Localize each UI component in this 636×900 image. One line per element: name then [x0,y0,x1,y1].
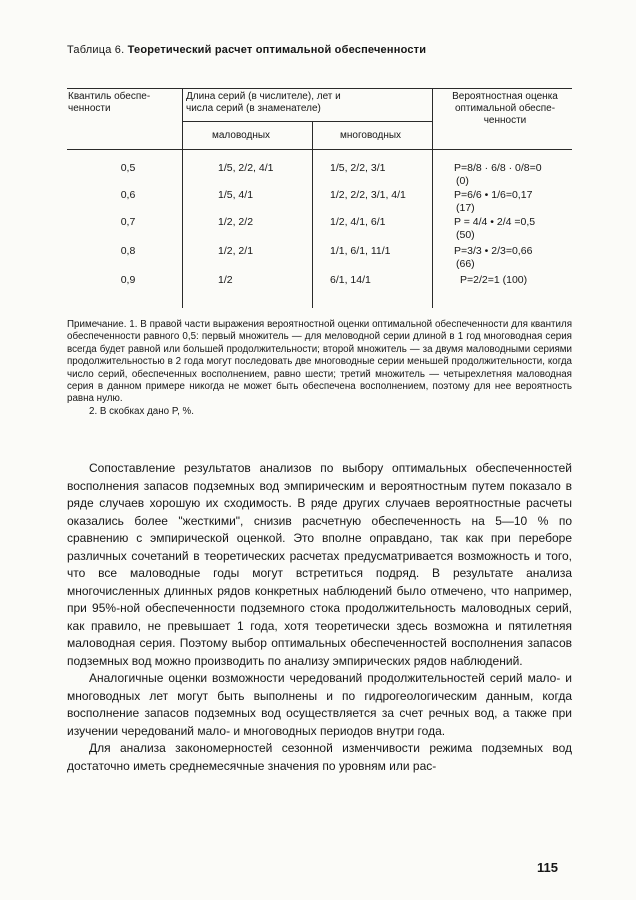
body-text [67,460,572,775]
table-title: Теоретический расчет оптимальной обеспеченности [127,44,427,56]
row-4-high: 1/1, 6/1, 11/1 [330,245,391,257]
row-1-quantile: 0,5 [120,162,136,174]
row-2-high: 1/2, 2/2, 3/1, 4/1 [330,189,406,201]
body-paragraph-2: Аналогичные оценки возможности чередований продолжительностей серий мало- и многоводных лет могут быть выполнены и по гидрогеологическим данным, когда восполнение запасов подземных вод осуществляется за счет речных вод, а также при изучении чередований мало- и многоводных периодов внутри года. [67,671,572,738]
header-quantile-line-1: Квантиль обеспе- [68,91,151,102]
header-high-water: многоводных [340,130,402,141]
body-paragraph-1: Сопоставление результатов анализов по выбору оптимальных обеспеченностей восполнения запасов подземных вод эмпирическим и вероятностным путем показало в ряде случаев хорошую их сходимость. В ряде других случаев вероятностные расчеты оказались более "жесткими", снизив расчетную обеспеченность на 5—10 % по сравнению с эмпирической оценкой. Это вполне оправдано, так как при переборе различных сочетаний в теоретических расчетах предусматривается возможность и того, что все маловодные годы могут встретиться подряд. В результате анализа многочисленных длинных рядов конкретных наблюдений было отмечено, что например, при 95%-ной обеспеченности подземного стока продолжительность маловодных серий, как правило, не превышает 1 года, хотя теоретически здесь возможна и пятилетняя маловодная серия. Поэтому выбор оптимальных обеспеченностей восполнения запасов подземных вод можно производить по анализу эмпирических рядов наблюдений. [67,461,572,668]
row-1-probability: P=8/8 · 6/8 · 0/8=0 [454,162,542,174]
row-4-quantile: 0,8 [120,245,136,257]
header-probability-line-3: ченности [483,115,527,126]
row-4-low: 1/2, 2/1 [218,245,254,257]
header-probability [440,91,570,127]
row-5-quantile: 0,9 [120,274,136,286]
header-series-length-line-2: числа серий (в знаменателе) [186,103,321,114]
row-4-probability: P=3/3 • 2/3=0,66 [454,245,533,257]
column-divider-2 [312,121,313,308]
row-3-high: 1/2, 4/1, 6/1 [330,216,386,228]
header-quantile-line-2: ченности [68,103,111,114]
row-3-quantile: 0,7 [120,216,136,228]
note-paragraph-1: Примечание. 1. В правой части выражения вероятностной оценки оптимальной обеспеченности для квантиля обеспеченности равного 0,5: первый множитель — для меловодной серии длиной в 1 год многоводная серия всегда будет равной или большей продолжительности; второй множитель — за двумя маловодными сериями продолжительностью в 2 года могут последовать две многоводные серии меньшей продолжительности, когда число серий, обеспеченных восполнением, равно шести; третий множитель — четырехлетняя маловодная серия в данном примере никогда не может быть обеспечена восполнением, поэтому для нее вероятность равна нулю. [67,319,572,405]
row-2-probability: P=6/6 • 1/6=0,17 [454,189,533,201]
table-number: Таблица 6. [67,44,125,56]
header-probability-line-1: Вероятностная оценка [452,91,558,102]
row-2-low: 1/5, 4/1 [218,189,254,201]
table-note [67,319,572,418]
header-probability-line-2: оптимальной обеспе- [454,103,556,114]
row-5-low: 1/2 [218,274,233,286]
header-series-length-line-1: Длина серий (в числителе), лет и [186,91,341,102]
row-2-probability-percent: (17) [456,202,475,214]
column-divider-3 [432,88,433,308]
row-3-probability: P = 4/4 • 2/4 =0,5 [454,216,536,228]
header-bottom-rule [67,149,572,150]
row-3-low: 1/2, 2/2 [218,216,254,228]
row-2-quantile: 0,6 [120,189,136,201]
row-4-probability-percent: (66) [456,258,475,270]
row-1-high: 1/5, 2/2, 3/1 [330,162,386,174]
row-1-low: 1/5, 2/2, 4/1 [218,162,274,174]
row-1-probability-percent: (0) [456,175,469,187]
row-5-probability: P=2/2=1 (100) [460,274,528,286]
page-number: 115 [537,860,558,875]
row-3-probability-percent: (50) [456,229,475,241]
table-caption [67,44,426,56]
header-low-water: маловодных [212,130,271,141]
row-5-high: 6/1, 14/1 [330,274,371,286]
subheader-rule [182,121,432,122]
column-divider-1 [182,88,183,308]
header-quantile [68,91,150,115]
table-top-rule [67,88,572,89]
body-paragraph-3: Для анализа закономерностей сезонной изменчивости режима подземных вод достаточно иметь среднемесячные значения по уровням или рас- [67,741,572,773]
header-series-length [186,91,341,115]
note-paragraph-2: 2. В скобках дано P, %. [89,405,194,417]
